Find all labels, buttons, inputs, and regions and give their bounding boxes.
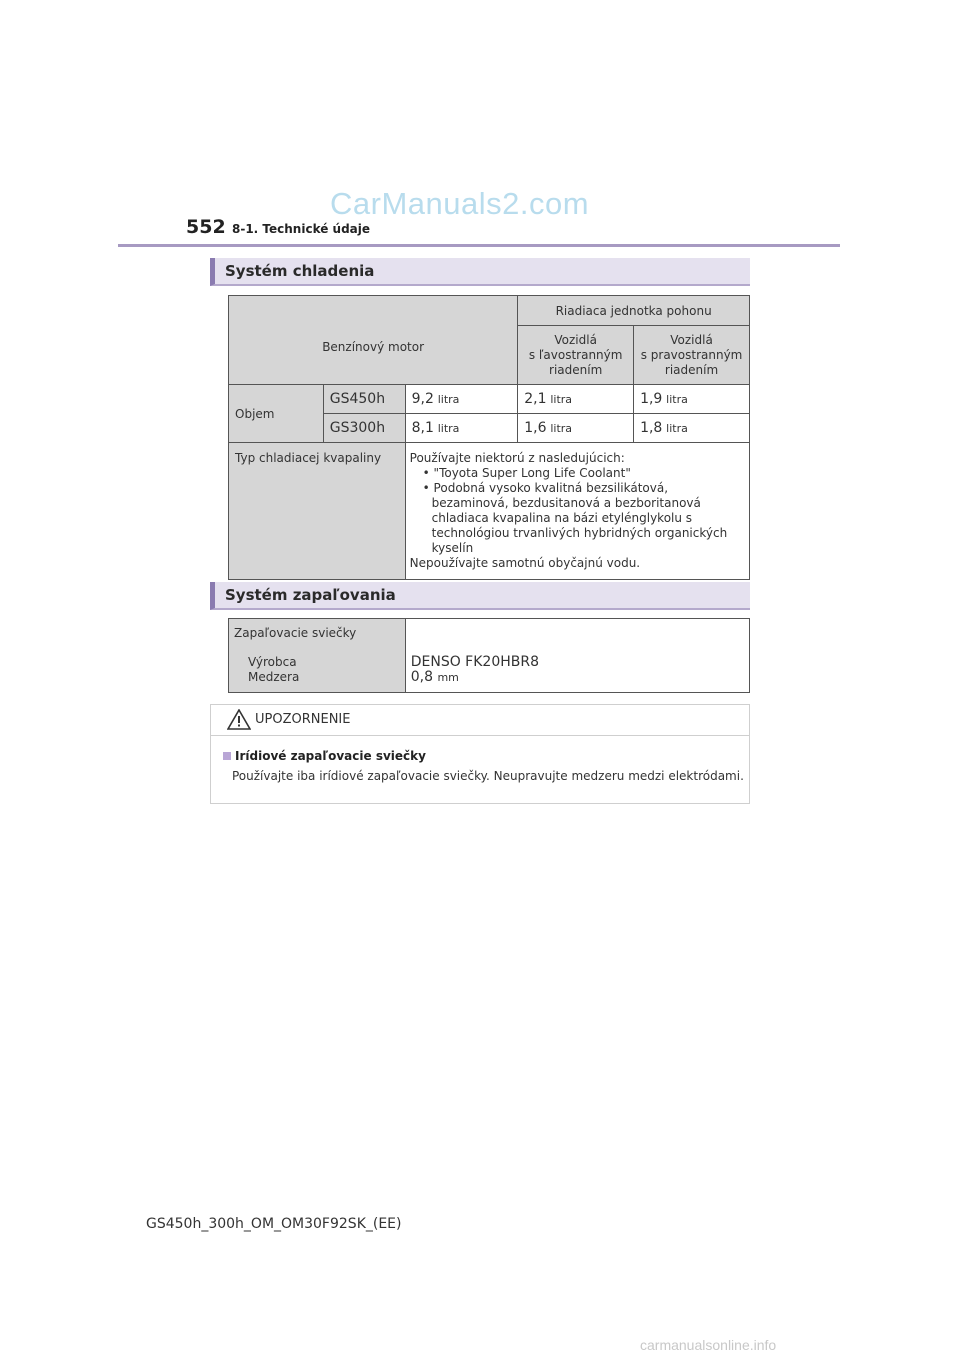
model-label: GS300h bbox=[323, 414, 405, 443]
warning-body: Používajte iba irídiové zapaľovacie sviečky. Neupravujte medzeru medzi elektródami. bbox=[232, 769, 744, 783]
section-title: Systém chladenia bbox=[225, 262, 375, 280]
header-rule bbox=[118, 244, 840, 247]
table-row bbox=[229, 443, 750, 580]
chapter-title: 8-1. Technické údaje bbox=[232, 222, 371, 236]
warning-box bbox=[210, 704, 750, 804]
rhd-capacity: 1,8 litra bbox=[634, 414, 750, 443]
warning-header bbox=[211, 705, 749, 736]
cooling-table bbox=[228, 295, 750, 580]
footer-document-code: GS450h_300h_OM_OM30F92SK_(EE) bbox=[146, 1216, 402, 1232]
header-engine: Benzínový motor bbox=[229, 296, 518, 385]
header-rhd: Vozidlá s pravostranným riadením bbox=[634, 326, 750, 385]
capacity-label: Objem bbox=[229, 385, 324, 443]
warning-title: UPOZORNENIE bbox=[255, 712, 351, 727]
section-title: Systém zapaľovania bbox=[225, 586, 396, 604]
lhd-capacity: 2,1 litra bbox=[518, 385, 634, 414]
header-lhd: Vozidlá s ľavostranným riadením bbox=[518, 326, 634, 385]
square-bullet-icon bbox=[223, 752, 231, 760]
spark-plug-labels: Zapaľovacie sviečky Výrobca Medzera bbox=[229, 619, 406, 693]
ignition-table bbox=[228, 618, 750, 693]
engine-capacity: 9,2 litra bbox=[405, 385, 518, 414]
watermark-footer: carmanualsonline.info bbox=[640, 1337, 777, 1353]
watermark-logo: CarManuals2.com bbox=[330, 186, 590, 221]
list-item: • Podobná vysoko kvalitná bezsilikátová, bezaminová, bezdusitanová a bezboritanová chladiaca kvapalina na bázi etylénglykolu s technológiou trvanlivých hybridných organických kyselín bbox=[422, 481, 728, 555]
section-heading-cooling bbox=[210, 258, 750, 286]
header-drive-unit: Riadiaca jednotka pohonu bbox=[518, 296, 750, 326]
rhd-capacity: 1,9 litra bbox=[634, 385, 750, 414]
model-label: GS450h bbox=[323, 385, 405, 414]
lhd-capacity: 1,6 litra bbox=[518, 414, 634, 443]
warning-subtitle: Irídiové zapaľovacie sviečky bbox=[223, 749, 426, 763]
coolant-type-label: Typ chladiacej kvapaliny bbox=[229, 443, 406, 580]
section-heading-ignition bbox=[210, 582, 750, 610]
engine-capacity: 8,1 litra bbox=[405, 414, 518, 443]
table-row bbox=[229, 385, 750, 414]
warning-icon bbox=[227, 709, 251, 734]
list-item: • "Toyota Super Long Life Coolant" bbox=[422, 466, 631, 480]
page-number: 552 bbox=[186, 216, 226, 238]
spark-plug-values: DENSO FK20HBR8 0,8 mm bbox=[405, 619, 749, 693]
coolant-type-value: Používajte niektorú z nasledujúcich: • "Toyota Super Long Life Coolant" • Podobná vysoko kvalitná bezsilikátová, bezaminová, bezdusitanová a bezboritanová chladiaca kvapalina na bázi etylénglykolu s technológiou trvanlivých hybridných organických kyselín Nepoužívajte samotnú obyčajnú vodu. bbox=[405, 443, 749, 580]
